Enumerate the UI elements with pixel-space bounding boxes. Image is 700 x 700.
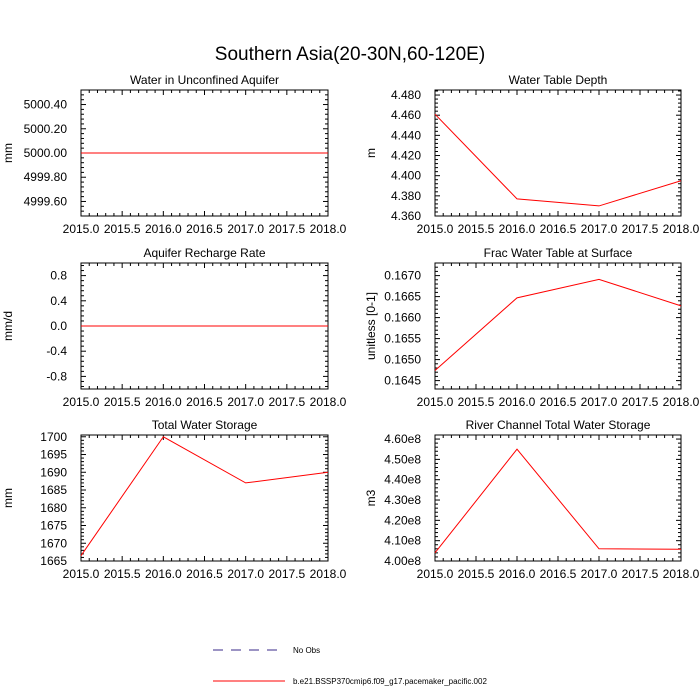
y-tick-label: 5000.20 (23, 121, 67, 136)
y-tick-label: 4999.60 (23, 194, 67, 209)
y-tick-label: 4.480 (390, 88, 421, 103)
y-tick-label: 4.00e8 (384, 554, 421, 568)
panels (1, 73, 700, 581)
y-tick-label: 0.1645 (384, 373, 421, 388)
y-tick-label: 0.1650 (384, 352, 421, 367)
x-tick-label: 2017.0 (580, 395, 618, 409)
x-tick-label: 2016.5 (539, 395, 577, 409)
x-tick-label: 2015.5 (457, 222, 495, 236)
x-tick-label: 2015.5 (457, 395, 495, 409)
x-tick-label: 2017.0 (580, 222, 618, 236)
chart-panel-1 (1, 73, 347, 236)
y-tick-label: 0.1670 (384, 268, 421, 283)
x-tick-label: 2015.0 (416, 567, 454, 581)
plot-frame (81, 435, 328, 561)
chart-panel-4 (364, 246, 700, 409)
y-tick-label: 1675 (40, 518, 67, 533)
x-tick-label: 2016.0 (498, 395, 536, 409)
y-tick-label: 4.40e8 (384, 472, 421, 487)
x-tick-label: 2016.5 (186, 222, 223, 236)
y-axis-label: mm (1, 488, 15, 508)
chart-title: Total Water Storage (151, 418, 258, 432)
x-tick-label: 2016.0 (144, 395, 182, 409)
chart-title: Frac Water Table at Surface (483, 246, 633, 260)
y-tick-label: 4.460 (390, 108, 421, 123)
x-tick-label: 2017.5 (268, 222, 306, 236)
y-tick-label: 4.420 (390, 148, 421, 163)
x-tick-label: 2016.5 (186, 395, 223, 409)
x-tick-label: 2018.0 (662, 395, 700, 409)
y-tick-label: 0.8 (50, 268, 67, 283)
chart-panel-2 (364, 73, 700, 236)
y-tick-label: 0.1655 (384, 331, 421, 346)
x-tick-label: 2016.5 (539, 567, 577, 581)
x-tick-label: 2018.0 (309, 222, 347, 236)
series-line (435, 114, 681, 206)
y-tick-label: 1665 (40, 554, 67, 568)
x-tick-label: 2015.0 (62, 567, 100, 581)
chart-panel-6 (364, 418, 700, 581)
x-tick-label: 2017.5 (268, 567, 306, 581)
y-tick-label: 4999.80 (23, 170, 67, 185)
y-tick-label: 4.440 (390, 128, 421, 143)
x-tick-label: 2018.0 (309, 567, 347, 581)
x-tick-label: 2017.5 (621, 567, 659, 581)
x-tick-label: 2015.5 (103, 395, 141, 409)
y-tick-label: 1695 (40, 447, 67, 462)
x-tick-label: 2015.0 (62, 395, 100, 409)
y-tick-label: 0.4 (50, 293, 67, 308)
y-tick-label: 1690 (40, 465, 67, 480)
x-tick-label: 2016.0 (498, 222, 536, 236)
y-tick-label: 4.50e8 (384, 452, 421, 467)
y-axis-label: m (364, 148, 378, 158)
y-axis-label: unitless [0-1] (364, 291, 378, 361)
x-tick-label: 2016.5 (539, 222, 577, 236)
y-tick-label: 4.400 (390, 168, 421, 183)
y-tick-label: 4.20e8 (384, 513, 421, 528)
x-tick-label: 2015.5 (457, 567, 495, 581)
figure-title: Southern Asia(20-30N,60-120E) (214, 44, 486, 65)
x-tick-label: 2017.0 (227, 395, 265, 409)
legend (213, 646, 487, 686)
series-line (435, 449, 681, 553)
y-tick-label: 0.1660 (384, 310, 421, 325)
y-tick-label: 4.30e8 (384, 493, 421, 508)
y-tick-label: 4.360 (390, 209, 421, 223)
x-tick-label: 2015.5 (103, 222, 141, 236)
y-tick-label: 4.60e8 (384, 432, 421, 447)
y-tick-label: 5000.40 (23, 97, 67, 112)
x-tick-label: 2017.0 (580, 567, 618, 581)
x-tick-label: 2018.0 (662, 222, 700, 236)
y-tick-label: 4.380 (390, 188, 421, 203)
y-axis-label: m3 (364, 489, 378, 507)
x-tick-label: 2015.0 (416, 222, 454, 236)
chart-title: Water Table Depth (508, 73, 608, 87)
x-tick-label: 2018.0 (662, 567, 700, 581)
series-line (435, 279, 681, 370)
x-tick-label: 2016.0 (498, 567, 536, 581)
y-axis-label: mm (1, 143, 15, 163)
plot-frame (435, 263, 681, 389)
x-tick-label: 2018.0 (309, 395, 347, 409)
x-tick-label: 2017.5 (621, 395, 659, 409)
legend-label-model-run: b.e21.BSSP370cmip6.f09_g17.pacemaker_pacific.002 (293, 677, 487, 686)
y-axis-label: mm/d (1, 311, 15, 341)
x-tick-label: 2016.0 (144, 567, 182, 581)
y-tick-label: -0.4 (46, 344, 67, 359)
x-tick-label: 2015.5 (103, 567, 141, 581)
chart-title: Aquifer Recharge Rate (143, 246, 266, 260)
y-tick-label: 4.10e8 (384, 533, 421, 548)
y-tick-label: 5000.00 (23, 146, 67, 160)
series-line (81, 437, 328, 556)
y-tick-label: 1670 (40, 536, 67, 551)
y-tick-label: 1700 (40, 429, 67, 444)
x-tick-label: 2017.5 (268, 395, 306, 409)
y-tick-label: -0.8 (46, 369, 67, 384)
plot-frame (435, 435, 681, 561)
chart-panel-3 (1, 246, 347, 409)
y-tick-label: 1680 (40, 500, 67, 515)
chart-title: Water in Unconfined Aquifer (130, 73, 279, 87)
x-tick-label: 2017.0 (227, 567, 265, 581)
x-tick-label: 2015.0 (62, 222, 100, 236)
legend-label-no-obs: No Obs (293, 646, 321, 655)
x-tick-label: 2016.0 (144, 222, 182, 236)
chart-panel-5 (1, 418, 347, 581)
y-tick-label: 1685 (40, 483, 67, 498)
chart-title: River Channel Total Water Storage (465, 418, 651, 432)
x-tick-label: 2016.5 (186, 567, 223, 581)
x-tick-label: 2017.5 (621, 222, 659, 236)
y-tick-label: 0.1665 (384, 289, 421, 304)
y-tick-label: 0.0 (50, 319, 67, 333)
x-tick-label: 2017.0 (227, 222, 265, 236)
x-tick-label: 2015.0 (416, 395, 454, 409)
